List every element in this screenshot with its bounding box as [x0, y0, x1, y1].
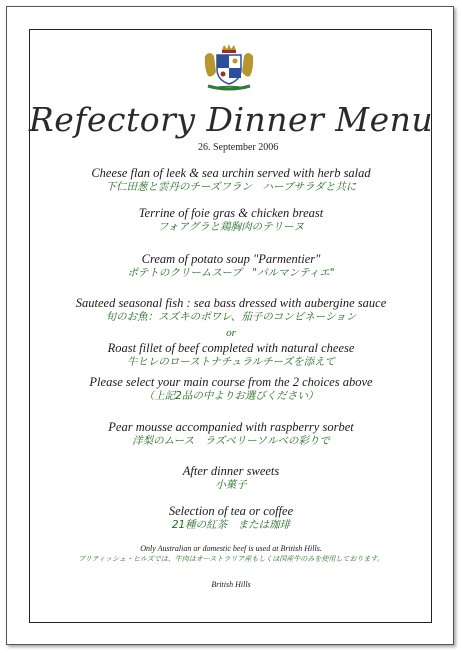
course-fish — [0, 296, 462, 325]
course-japanese: フォアグラと鶏胸肉のテリーヌ — [157, 221, 305, 233]
course-english: Cheese flan of leek & sea urchin served with herb salad — [91, 166, 371, 180]
course-starter — [0, 166, 462, 195]
course-english: Cream of potato soup "Parmentier" — [141, 252, 321, 266]
note-english: Only Australian or domestic beef is used at British Hills. — [140, 544, 322, 553]
course-english: Pear mousse accompanied with raspberry sorbet — [108, 420, 354, 434]
note-japanese: ブリティッシュ・ヒルズでは、牛肉はオーストラリア産もしくは国産牛のみを使用しております。 — [78, 555, 384, 563]
course-japanese: 小菓子 — [215, 479, 247, 491]
course-japanese: ポテトのクリームスープ "パルマンティエ" — [127, 267, 335, 279]
course-japanese: 牛ヒレのローストナチュラルチーズを添えて — [126, 356, 336, 368]
course-english: Selection of tea or coffee — [168, 504, 294, 518]
instruction-english: Please select your main course from the 2 choices above — [89, 375, 373, 389]
crest-emblem — [202, 42, 256, 92]
course-soup — [0, 252, 462, 281]
course-japanese: 旬のお魚：スズキのポワレ、茄子のコンビネーション — [105, 311, 357, 323]
course-english: Sauteed seasonal fish : sea bass dressed with aubergine sauce — [75, 296, 387, 310]
course-english: After dinner sweets — [182, 464, 280, 478]
instruction-japanese: （上記2品の中よりお選びください） — [143, 390, 319, 402]
course-sweets — [0, 464, 462, 493]
menu-date: 26. September 2006 — [198, 142, 279, 153]
or-label: or — [226, 327, 236, 339]
beef-note — [0, 543, 462, 565]
course-english: Roast fillet of beef completed with natural cheese — [107, 341, 355, 355]
course-dessert — [0, 420, 462, 449]
signature — [0, 580, 462, 589]
course-japanese: 洋梨のムース ラズベリーソルベの彩りで — [132, 435, 330, 447]
course-beef — [0, 341, 462, 370]
course-terrine — [0, 206, 462, 235]
course-beverage — [0, 504, 462, 533]
course-japanese: 21種の紅茶 または珈琲 — [171, 519, 291, 531]
main-course-instruction — [0, 375, 462, 404]
course-english: Terrine of foie gras & chicken breast — [138, 206, 324, 220]
course-japanese: 下仁田葱と雲丹のチーズフラン ハーブサラダと共に — [105, 181, 357, 193]
menu-title: Refectory Dinner Menu — [28, 100, 434, 139]
signature-text: British Hills — [211, 580, 251, 589]
choice-separator — [0, 327, 462, 339]
